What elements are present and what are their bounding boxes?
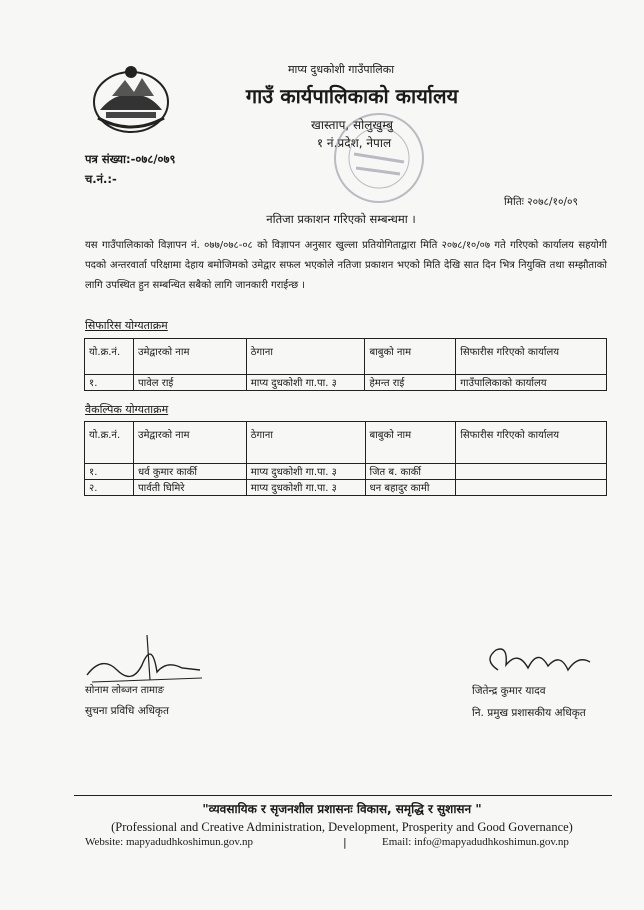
table-cell: २. (85, 480, 134, 496)
office-stamp (328, 110, 430, 206)
table-cell: १. (85, 375, 134, 391)
column-header: सिफारीस गरिएको कार्यालय (456, 422, 607, 464)
column-header: उमेद्वारको नाम (133, 339, 246, 375)
footer-english-slogan: (Professional and Creative Administration, Development, Prosperity and Good Governance) (111, 820, 573, 834)
table-header-row (85, 339, 607, 375)
footer-email: Email: info@mapyadudhkoshimun.gov.np (382, 836, 569, 848)
municipality-name: माप्य दुधकोशी गाउँपालिका (287, 63, 395, 76)
table-header-row (85, 422, 607, 464)
recommended-table (84, 338, 607, 391)
right-signature (478, 640, 598, 685)
footer-divider (74, 795, 612, 796)
table-cell: धर्व कुमार कार्की (133, 464, 246, 480)
address-line-2: १ नं.प्रदेश, नेपाल (316, 136, 392, 150)
column-header: ठेगाना (246, 339, 365, 375)
recommended-section-title: सिफारिस योग्यताक्रम (85, 319, 168, 332)
table-cell: १. (85, 464, 134, 480)
column-header: बाबुको नाम (365, 339, 456, 375)
column-header: सिफारीस गरिएको कार्यालय (456, 339, 607, 375)
table-row (85, 464, 607, 480)
table-cell: जित ब. कार्की (365, 464, 456, 480)
right-signatory-name: जितेन्द्र कुमार यादव (472, 685, 546, 697)
dispatch-number: च.नं.:- (85, 172, 117, 186)
column-header: यो.क्र.नं. (85, 422, 134, 464)
alternate-table (84, 421, 607, 496)
letter-body: यस गाउँपालिकाको विज्ञापन नं. ०७७/०७८-०८ को विज्ञापन अनुसार खुल्ला प्रतियोगिताद्वारा मिति २०७८/१०/०७ गते गरिएको कार्यालय सहयोगी पदको अन्तरवार्ता परिक्षामा देहाय बमोजिमको उमेद्वार सफल भएकोले नतिजा प्रकाशन भएको मिति देखि सात दिन भित्र नियुक्ति तथा सम्झौताको लागि उपस्थित हुन सम्बन्धित सबैको लागि जानकारी गराईन्छ । (85, 240, 607, 291)
table-cell: धन बहादुर कामी (365, 480, 456, 496)
office-title: गाउँ कार्यपालिकाको कार्यालय (245, 84, 459, 108)
address-line-1: खास्ताप, सोलुखुम्बु (311, 118, 393, 132)
letter-subject: नतिजा प्रकाशन गरिएको सम्बन्धमा । (266, 212, 416, 226)
table-row (85, 375, 607, 391)
table-cell: पार्वती घिमिरे (133, 480, 246, 496)
column-header: यो.क्र.नं. (85, 339, 134, 375)
table-cell: गाउँपालिकाको कार्यालय (456, 375, 607, 391)
column-header: उमेद्वारको नाम (133, 422, 246, 464)
table-cell (456, 480, 607, 496)
table-cell: पावेल राई (133, 375, 246, 391)
table-cell: माप्य दुधकोशी गा.पा. ३ (246, 464, 365, 480)
footer-slogan: "व्यवसायिक र सृजनशील प्रशासनः विकास, समृद्धि र सुशासन " (202, 802, 482, 816)
footer-separator: | (343, 836, 347, 849)
alternate-section-title: वैकल्पिक योग्यताक्रम (85, 403, 169, 416)
table-cell (456, 464, 607, 480)
right-signatory-designation: नि. प्रमुख प्रशासकीय अधिकृत (472, 707, 586, 719)
letter-date: मितिः २०७८/१०/०९ (504, 196, 578, 208)
left-signatory-designation: सुचना प्रविधि अधिकृत (85, 705, 169, 717)
column-header: बाबुको नाम (365, 422, 456, 464)
table-row (85, 480, 607, 496)
reference-number: पत्र संख्या:-०७८/०७९ (85, 152, 176, 166)
footer-website: Website: mapyadudhkoshimun.gov.np (85, 836, 253, 848)
column-header: ठेगाना (246, 422, 365, 464)
table-cell: माप्य दुधकोशी गा.पा. ३ (246, 375, 365, 391)
table-cell: माप्य दुधकोशी गा.पा. ३ (246, 480, 365, 496)
table-cell: हेमन्त राई (365, 375, 456, 391)
left-signatory-name: सोनाम लोब्जन तामाङ (85, 685, 164, 696)
